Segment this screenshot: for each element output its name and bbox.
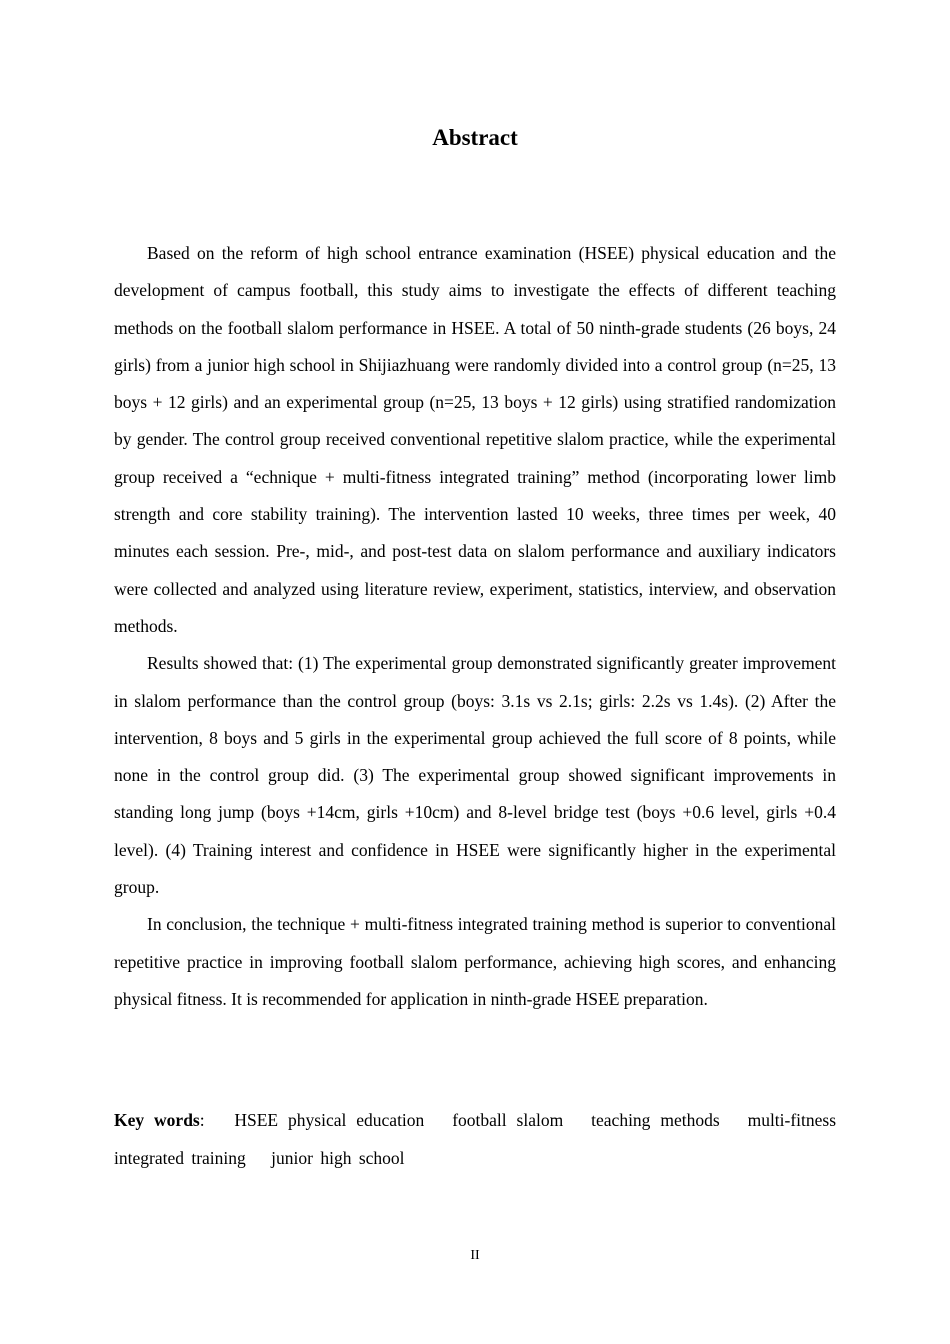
abstract-paragraph-background: Based on the reform of high school entrance examination (HSEE) physical education and the development of campus football, this study aims to investigate the effects of different teaching methods on the football slalom performance in HSEE. A total of 50 ninth-grade students (26 boys, 24 girls) from a junior high school in Shijiazhuang were randomly divided into a control group (n=25, 13 boys + 12 girls) and an experimental group (n=25, 13 boys + 12 girls) using stratified randomization by gender. The control group received conventional repetitive slalom practice, while the experimental group received a “echnique + multi-fitness integrated training” method (incorporating lower limb strength and core stability training). The intervention lasted 10 weeks, three times per week, 40 minutes each session. Pre-, mid-, and post-test data on slalom performance and auxiliary indicators were collected and analyzed using literature review, experiment, statistics, interview, and observation methods.	[114, 243, 836, 636]
keyword-item: multi-fitness integrated training	[114, 1110, 837, 1168]
keywords-label: Key words	[114, 1110, 200, 1130]
keywords-separator: :	[199, 1110, 205, 1130]
page-title: Abstract	[432, 125, 518, 150]
keyword-item: junior high school	[271, 1147, 405, 1168]
keyword-item: teaching methods	[591, 1110, 720, 1130]
page-number: II	[470, 1248, 480, 1263]
keyword-item: HSEE physical education	[234, 1110, 425, 1130]
abstract-body	[114, 235, 836, 1018]
keywords-section	[114, 1102, 836, 1177]
keyword-item: football slalom	[452, 1110, 564, 1130]
abstract-paragraph-conclusion: In conclusion, the technique + multi-fitness integrated training method is superior to conventional repetitive practice in improving football slalom performance, achieving high scores, and enhancing physical fitness. It is recommended for application in ninth-grade HSEE preparation.	[114, 914, 836, 1009]
abstract-paragraph-results: Results showed that: (1) The experimental group demonstrated significantly greater improvement in slalom performance than the control group (boys: 3.1s vs 2.1s; girls: 2.2s vs 1.4s). (2) After the intervention, 8 boys and 5 girls in the experimental group achieved the full score of 8 points, while none in the control group did. (3) The experimental group showed significant improvements in standing long jump (boys +14cm, girls +10cm) and 8-level bridge test (boys +0.6 level, girls +0.4 level). (4) Training interest and confidence in HSEE were significantly higher in the experimental group.	[114, 653, 836, 898]
